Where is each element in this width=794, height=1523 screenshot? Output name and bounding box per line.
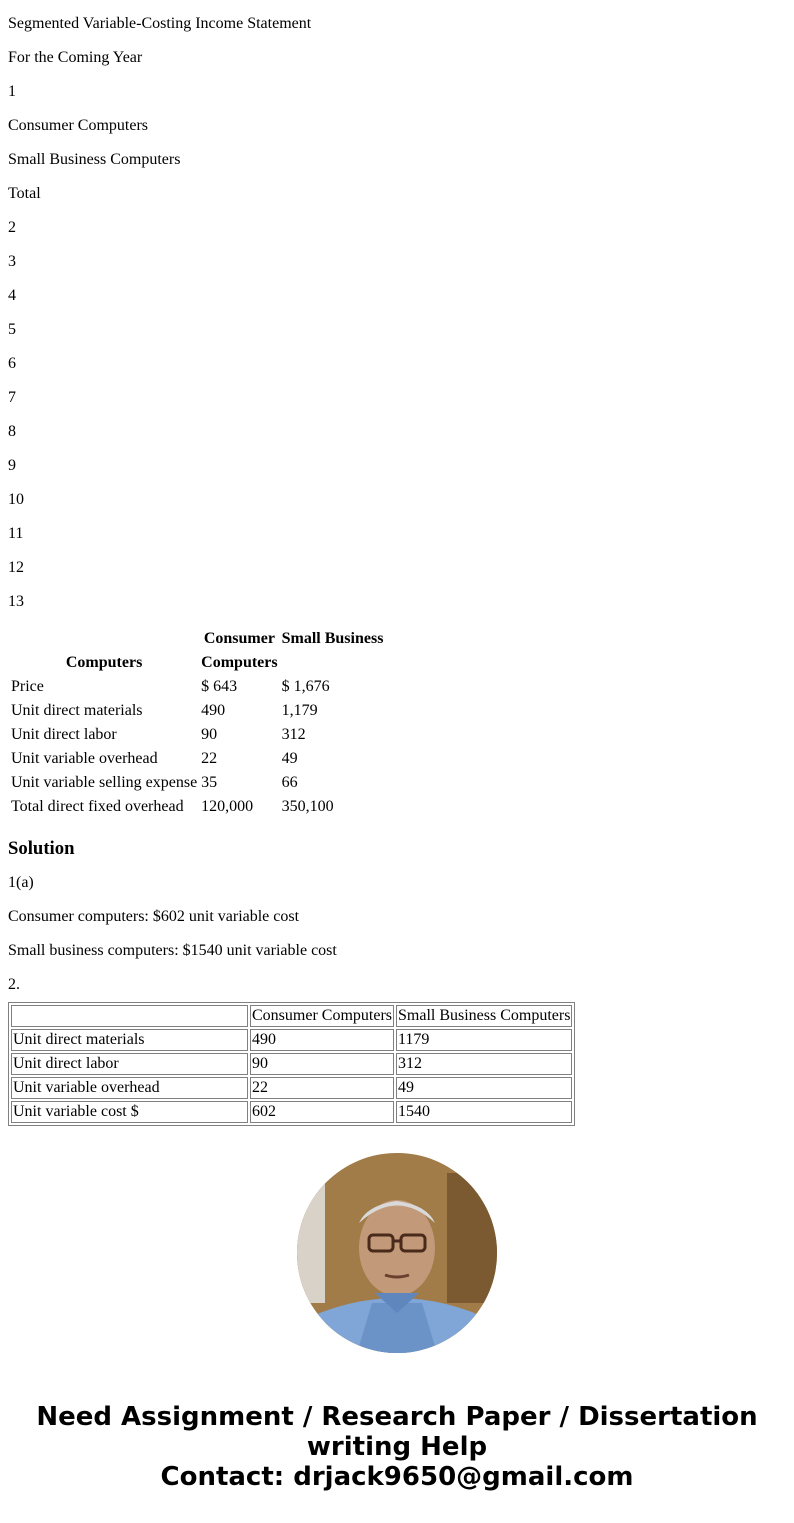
solution-heading: Solution [8, 838, 75, 859]
table-cell: 90 [250, 1053, 394, 1075]
table-cell: 90 [201, 726, 218, 743]
row-number: 9 [8, 457, 16, 474]
table-cell: Unit direct labor [11, 726, 117, 743]
table-header-cell: Small Business [281, 630, 384, 647]
table-row [11, 1053, 572, 1075]
table-cell: 49 [281, 750, 298, 767]
table-cell: 490 [250, 1029, 394, 1051]
row-number: 1 [8, 83, 16, 100]
solution-consumer-line: Consumer computers: $602 unit variable cost [8, 908, 300, 925]
table-cell: Unit variable cost $ [11, 1101, 248, 1123]
table-cell: $ 643 [201, 678, 238, 695]
row-number: 7 [8, 389, 16, 406]
statement-title: Segmented Variable-Costing Income Statement [8, 15, 312, 32]
table-row [10, 796, 384, 818]
table-cell: Unit variable overhead [11, 1077, 248, 1099]
table-cell: Unit direct materials [11, 1029, 248, 1051]
promo-footer [0, 1402, 794, 1492]
row-number: 10 [8, 491, 24, 508]
table-cell: 66 [281, 774, 298, 791]
table-cell: 49 [396, 1077, 572, 1099]
table-header-cell [281, 652, 385, 674]
row-number: 5 [8, 321, 16, 338]
table-header-cell: Computers [201, 654, 278, 671]
contact-email: Contact: drjack9650@gmail.com [160, 1462, 634, 1492]
table-header-cell [10, 628, 198, 650]
row-number: 13 [8, 593, 24, 610]
row-number: 2 [8, 219, 16, 236]
row-number: 3 [8, 253, 16, 270]
promo-line: Need Assignment / Research Paper / Dissertation [36, 1402, 758, 1432]
table-cell: Unit variable overhead [11, 750, 158, 767]
table-cell: 312 [281, 726, 306, 743]
table-row [10, 748, 384, 770]
solution-small-business-line: Small business computers: $1540 unit variable cost [8, 942, 337, 959]
table-cell: 490 [201, 702, 226, 719]
table-cell: Unit variable selling expense [11, 774, 198, 791]
statement-subtitle: For the Coming Year [8, 49, 143, 66]
column-small-business: Small Business Computers [8, 151, 181, 168]
table-cell: 22 [250, 1077, 394, 1099]
row-number: 11 [8, 525, 24, 542]
solution-part-label: 1(a) [8, 874, 34, 891]
table-cell: $ 1,676 [281, 678, 330, 695]
table-header-row [10, 628, 384, 650]
avatar-portrait [297, 1153, 497, 1353]
table-cell: 35 [201, 774, 218, 791]
table-cell: 312 [396, 1053, 572, 1075]
promo-line: writing Help [306, 1432, 488, 1462]
table-cell: Total direct fixed overhead [11, 798, 184, 815]
table-cell: Price [11, 678, 44, 695]
table-header-cell [11, 1005, 248, 1027]
table-cell: 1540 [396, 1101, 572, 1123]
table-cell: 120,000 [201, 798, 254, 815]
row-number: 8 [8, 423, 16, 440]
table-cell: 1,179 [281, 702, 318, 719]
table-cell: Unit direct labor [11, 1053, 248, 1075]
table-row [10, 676, 384, 698]
table-row [10, 724, 384, 746]
table-row [10, 700, 384, 722]
row-number: 4 [8, 287, 16, 304]
table-row [11, 1101, 572, 1123]
table-header-row [10, 652, 384, 674]
table-cell: 350,100 [281, 798, 334, 815]
column-total: Total [8, 185, 41, 202]
table-cell: 22 [201, 750, 218, 767]
table-cell: Unit direct materials [11, 702, 143, 719]
table-row [10, 772, 384, 794]
given-data-table [8, 626, 386, 820]
solution-part-label: 2. [8, 976, 20, 993]
table-header-cell: Computers [65, 654, 143, 671]
table-row [11, 1077, 572, 1099]
table-header-cell: Small Business Computers [396, 1005, 572, 1027]
table-cell: 1179 [396, 1029, 572, 1051]
table-header-cell: Consumer [203, 630, 275, 647]
author-avatar [297, 1153, 497, 1353]
table-cell: 602 [250, 1101, 394, 1123]
table-header-cell: Consumer Computers [250, 1005, 394, 1027]
unit-cost-table [8, 1002, 575, 1126]
row-number: 6 [8, 355, 16, 372]
column-consumer: Consumer Computers [8, 117, 148, 134]
table-row [11, 1029, 572, 1051]
row-number: 12 [8, 559, 24, 576]
table-header-row [11, 1005, 572, 1027]
